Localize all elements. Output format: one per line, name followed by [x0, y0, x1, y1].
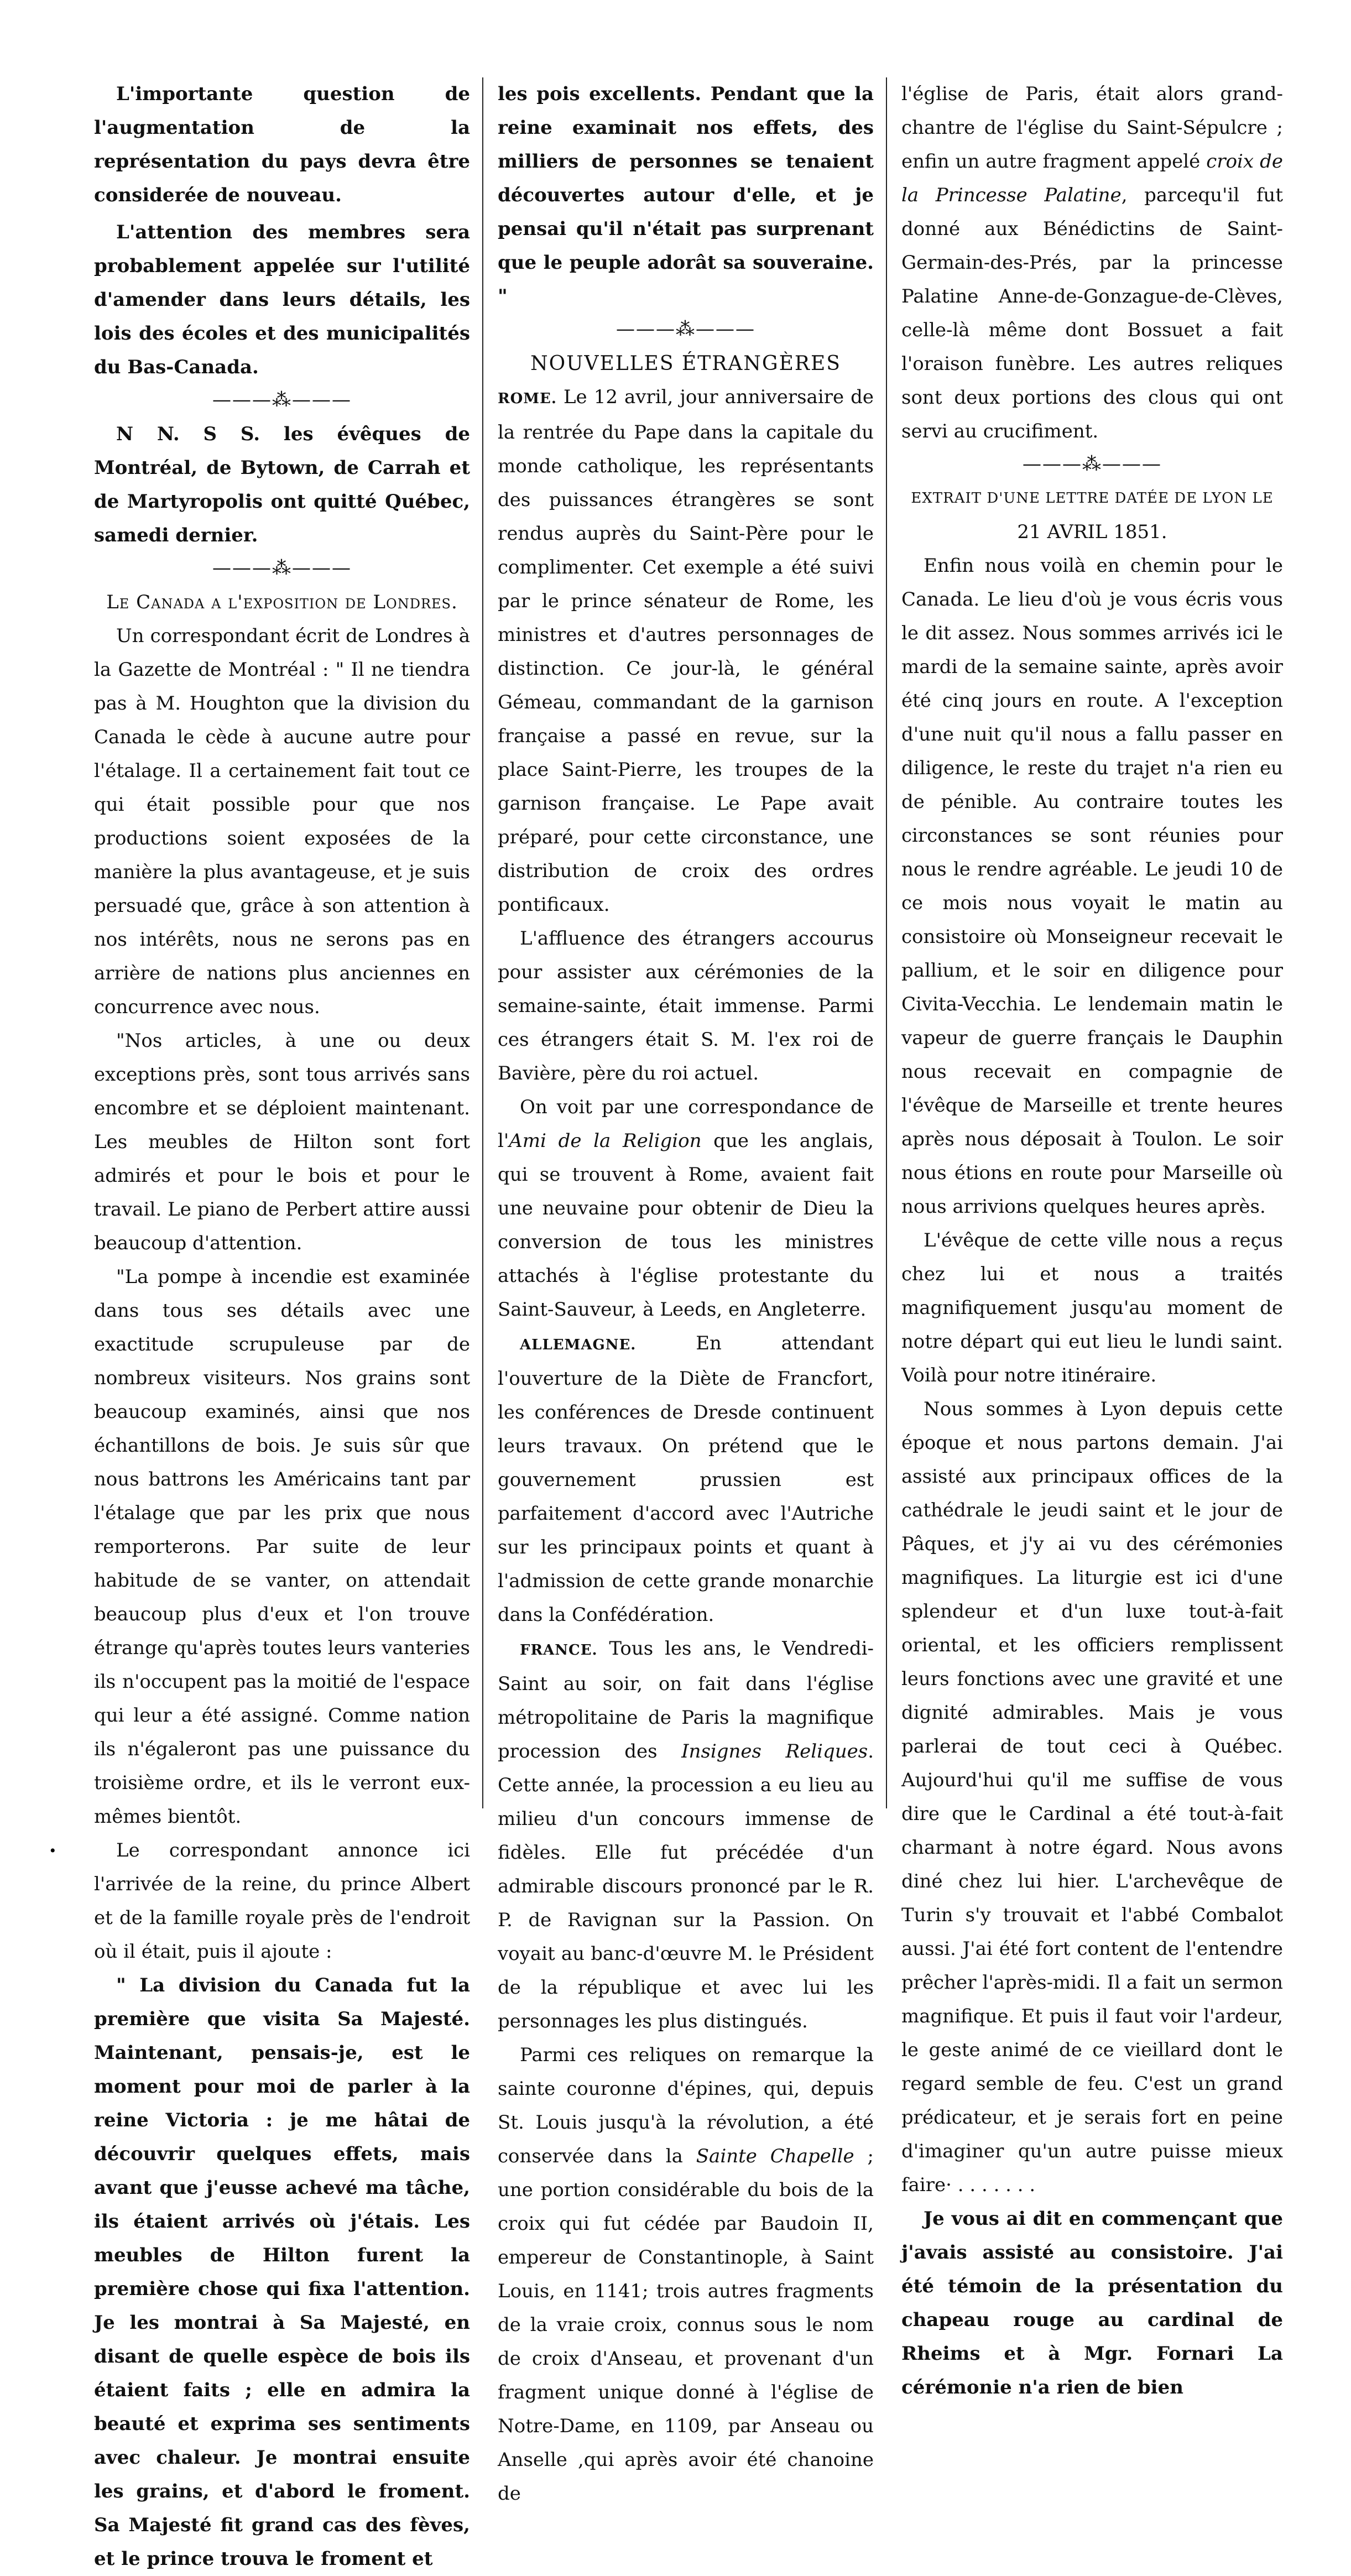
paragraph	[498, 1327, 874, 1632]
column-rule	[886, 77, 887, 1808]
ornament-divider: ———⁂———	[616, 318, 755, 340]
paragraph-text: Tous les ans, le Vendredi-Saint au soir, on fait dans l'église métropolitaine de Paris la magnifique procession des	[498, 1638, 874, 1762]
column-rule	[482, 77, 483, 1808]
paragraph-text: En attendant l'ouverture de la Diète de Francfort, les conférences de Dresde continuent leurs travaux. On prétend que le gouvernement prussien est parfaitement d'accord avec l'Autriche sur les principaux points et quant à l'admission de cette grande monarchie dans la Confédération.	[498, 1332, 874, 1626]
paragraph	[498, 1091, 874, 1327]
dateline-rome: ROME.	[498, 390, 557, 407]
paragraph: "La pompe à incendie est examinée dans tous ses détails avec une exactitude scrupuleuse par de nombreux visiteurs. Nos grains sont beaucoup examinés, ainsi que nos échantillons de bois. Je suis sûr que nous battrons les Américains tant par l'étalage que par les prix que nous remporterons. Par suite de leur habitude de se vanter, on attendait beaucoup plus d'eux et l'on trouve étrange qu'après toutes leurs vanteries ils n'occupent pas la moitié de l'espace qui leur a été assigné. Comme nation ils n'égaleront pas une puissance du troisième ordre, et ils le verront eux-mêmes bientôt.	[94, 1266, 470, 1828]
paragraph: Le correspondant annonce ici l'arrivée de la reine, du prince Albert et de la famille royale près de l'endroit où il était, puis il ajoute :	[94, 1839, 470, 1963]
section-heading: Le Canada a l'exposition de Londres.	[106, 591, 458, 613]
ornament-divider: ———⁂———	[212, 557, 352, 579]
section-date: 21 AVRIL 1851.	[1017, 521, 1167, 543]
dateline-france: FRANCE.	[520, 1642, 598, 1659]
italic-title: Insignes Reliques	[681, 1740, 868, 1762]
paragraph: L'attention des membres sera probablement appelée sur l'utilité d'amender dans leurs détails, les lois des écoles et des municipalités du Bas-Canada.	[94, 221, 470, 378]
dateline-allemagne: ALLEMAGNE.	[520, 1337, 637, 1353]
paragraph-text: . Cette année, la procession a eu lieu au milieu d'un concours immense de fidèles. Elle fut précédée d'un admirable discours prononcé par le R. P. de Ravignan sur la Passion. On voyait au banc-d'œuvre M. le Président de la république et avec lui les personnages les plus distingués.	[498, 1740, 874, 2032]
paragraph: L'évêque de cette ville nous a reçus chez lui et nous a traités magnifiquement jusqu'au moment de notre départ qui eut lieu le lundi saint. Voilà pour notre itinéraire.	[901, 1229, 1283, 1386]
section-heading: NOUVELLES ÉTRANGÈRES	[530, 352, 841, 375]
paragraph: Un correspondant écrit de Londres à la Gazette de Montréal : " Il ne tiendra pas à M. Houghton que la division du Canada le cède à aucune autre pour l'étalage. Il a certainement fait tout ce qui était possible pour que nos productions soient exposées de la manière la plus avantageuse, et je suis persuadé que, grâce à son attention à nos intérêts, nous ne serons pas en arrière de nations plus anciennes en concurrence avec nous.	[94, 625, 470, 1018]
paragraph: L'affluence des étrangers accourus pour assister aux cérémonies de la semaine-sainte, était immense. Parmi ces étrangers était S. M. l'ex roi de Bavière, père du roi actuel.	[498, 927, 874, 1084]
italic-title: Sainte Chapelle	[696, 2145, 854, 2167]
paragraph-text: ; une portion considérable du bois de la croix qui fut cédée par Baudoin II, empereur de Constantinople, à Saint Louis, en 1141; trois autres fragments de la vraie croix, connus sous le nom de croix d'Anseau, et provenant d'un fragment unique donné à l'église de Notre-Dame, en 1109, par Anseau ou Anselle ,qui après avoir été chanoine de	[498, 2145, 874, 2505]
paragraph: Nous sommes à Lyon depuis cette époque et nous partons demain. J'ai assisté aux principaux offices de la cathédrale le jeudi saint et le jour de Pâques, et j'y ai vu des cérémonies magnifiques. La liturgie est ici d'une splendeur et d'un luxe tout-à-fait oriental, et les officiers remplissent leurs fonctions avec une gravité et une dignité admirables. Mais je vous parlerai de tout ceci à Québec. Aujourd'hui qu'il me suffise de vous dire que le Cardinal a été tout-à-fait charmant à notre égard. Nous avons diné chez lui hier. L'archevêque de Turin s'y trouvait et l'abbé Combalot aussi. J'ai été fort content de l'entendre prêcher l'après-midi. Il a fait un sermon magnifique. Et puis il faut voir l'ardeur, le geste animé de ce vieillard dont le regard semble de feu. C'est un grand prédicateur, et je serais fort en peine d'imaginer qu'un autre puisse mieux faire· . . . . . . .	[901, 1398, 1283, 2196]
paragraph: Enfin nous voilà en chemin pour le Canada. Le lieu d'où je vous écris vous le dit assez. Nous sommes arrivés ici le mardi de la semaine sainte, après avoir été cinq jours en route. A l'exception d'une nuit qu'il nous a fallu passer en diligence, le reste du trajet n'a rien eu de pénible. Au contraire toutes les circonstances se sont réunies pour nous le rendre agréable. Le jeudi 10 de ce mois nous voyait le matin au consistoire où Monseigneur recevait le pallium, et le soir en diligence pour Civita-Vecchia. Le lendemain matin le vapeur de guerre français le Dauphin nous recevait en compagnie de l'évêque de Marseille et trente heures après nous déposait à Toulon. Le soir nous étions en route pour Marseille où nous arrivions quelques heures après.	[901, 555, 1283, 1218]
paragraph-text: l'église de Paris, était alors grand-chantre de l'église du Saint-Sépulcre ; enfin un autre fragment appelé	[901, 83, 1283, 173]
section-heading: EXTRAIT D'UNE LETTRE DATÉE DE LYON LE	[911, 490, 1274, 507]
column-1	[94, 77, 470, 2570]
italic-title: Ami de la Religion	[509, 1130, 702, 1152]
paragraph-text: On voit par une correspondance de l'	[498, 1096, 874, 1152]
paragraph	[498, 380, 874, 922]
paragraph: L'importante question de l'augmentation de la représentation du pays devra être considerée de nouveau.	[94, 83, 470, 206]
paragraph: les pois excellents. Pendant que la reine examinait nos effets, des milliers de personnes se tenaient découvertes autour d'elle, et je pensai qu'il n'était pas surprenant que le peuple adorât sa souveraine. "	[498, 83, 874, 307]
column-2	[498, 77, 874, 2505]
stray-mark: •	[50, 1842, 56, 1860]
paragraph-text: , parcequ'il fut donné aux Bénédictins de Saint-Germain-des-Prés, par la princesse Palatine Anne-de-Gonzague-de-Clèves, celle-là même dont Bossuet a fait l'oraison funèbre. Les autres reliques sont deux portions des clous qui ont servi au crucifiment.	[901, 184, 1283, 442]
italic-title: croix de la Princesse Palatine	[901, 150, 1283, 206]
ornament-divider: ———⁂———	[1023, 453, 1162, 475]
ornament-divider: ———⁂———	[212, 389, 352, 411]
paragraph: N N. S S. les évêques de Montréal, de Bytown, de Carrah et de Martyropolis ont quitté Québec, samedi dernier.	[94, 423, 470, 546]
paragraph-text: que les anglais, qui se trouvent à Rome, avaient fait une neuvaine pour obtenir de Dieu la conversion de tous les ministres attachés à l'église protestante du Saint-Sauveur, à Leeds, en Angleterre.	[498, 1130, 874, 1321]
paragraph	[498, 2038, 874, 2511]
paragraph	[901, 77, 1283, 449]
column-3	[901, 77, 1283, 2398]
paragraph-text: Parmi ces reliques on remarque la sainte couronne d'épines, qui, depuis St. Louis jusqu'à la révolution, a été conservée dans la	[498, 2044, 874, 2167]
paragraph: "Nos articles, à une ou deux exceptions près, sont tous arrivés sans encombre et se déploient maintenant. Les meubles de Hilton sont fort admirés et pour le bois et pour le travail. Le piano de Perbert attire aussi beaucoup d'attention.	[94, 1030, 470, 1254]
paragraph: Je vous ai dit en commençant que j'avais assisté au consistoire. J'ai été témoin de la présentation du chapeau rouge au cardinal de Rheims et à Mgr. Fornari La cérémonie n'a rien de bien	[901, 2208, 1283, 2398]
paragraph: " La division du Canada fut la première que visita Sa Majesté. Maintenant, pensais-je, est le moment pour moi de parler à la reine Victoria : je me hâtai de découvrir quelques effets, mais avant que j'eusse achevé ma tâche, ils étaient arrivés où j'étais. Les meubles de Hilton furent la première chose qui fixa l'attention. Je les montrai à Sa Majesté, en disant de quelle espèce de bois ils étaient faits ; elle en admira la beauté et exprima ses sentiments avec chaleur. Je montrai ensuite les grains, et d'abord le froment. Sa Majesté fit grand cas des fèves, et le prince trouva le froment et	[94, 1974, 470, 2570]
paragraph-text: Le 12 avril, jour anniversaire de la rentrée du Pape dans la capitale du monde catholique, les représentants des puissances étrangères se sont rendus auprès du Saint-Père pour le complimenter. Cet exemple a été suivi par le prince sénateur de Rome, les ministres et d'autres personnages de distinction. Ce jour-là, le général Gémeau, commandant de la garnison française a passé en revue, sur la place Saint-Pierre, les troupes de la garnison française. Le Pape avait préparé, pour cette circonstance, une distribution de croix des ordres pontificaux.	[498, 386, 874, 916]
newspaper-page	[83, 77, 1283, 2570]
paragraph	[498, 1632, 874, 2038]
